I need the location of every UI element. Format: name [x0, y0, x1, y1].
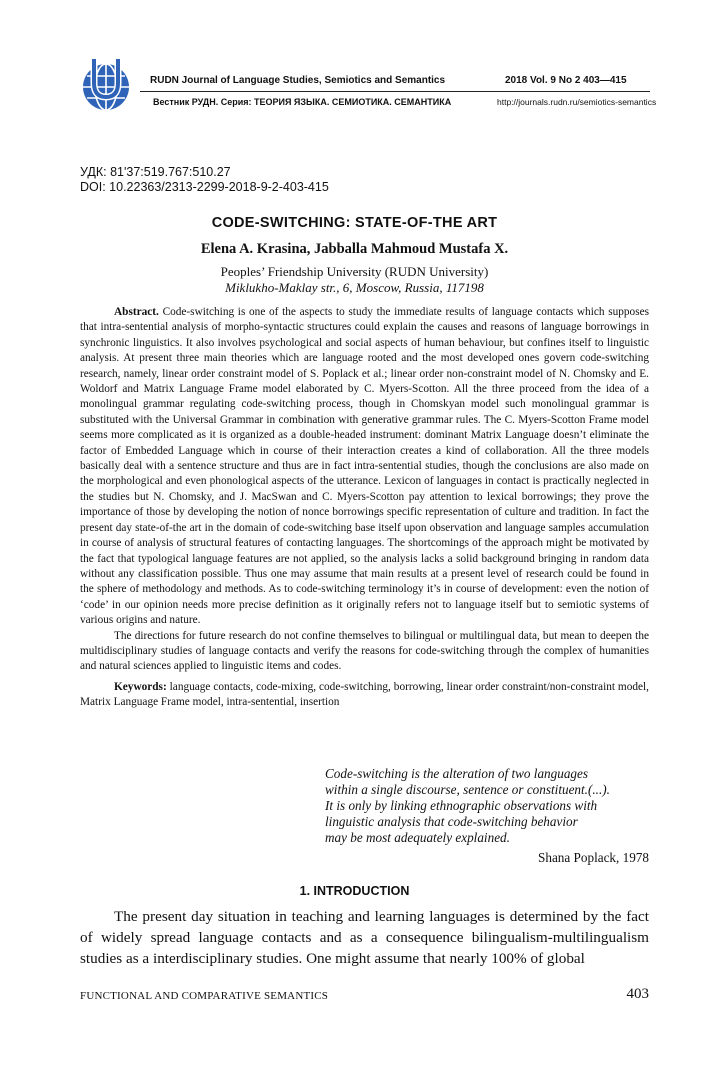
- journal-title-en: RUDN Journal of Language Studies, Semiotics and Semantics: [150, 75, 446, 86]
- author-affiliation: Peoples’ Friendship University (RUDN University): [220, 264, 489, 279]
- article-authors: Elena A. Krasina, Jabballa Mahmoud Mustafa X.: [200, 241, 509, 257]
- doi[interactable]: DOI: 10.22363/2313-2299-2018-9-2-403-415: [80, 180, 329, 194]
- udk-code: УДК: 81'37:519.767:510.27: [80, 165, 231, 179]
- epigraph-author: Shana Poplack, 1978: [538, 850, 649, 865]
- abstract: [80, 305, 649, 711]
- section-heading: 1. INTRODUCTION: [299, 884, 410, 898]
- epigraph-line: linguistic analysis that code-switching behavior: [325, 814, 578, 829]
- abstract-label: Abstract.: [114, 306, 159, 318]
- epigraph-line: It is only by linking ethnographic observations with: [325, 798, 598, 813]
- journal-url[interactable]: http://journals.rudn.ru/semiotics-semantics: [497, 97, 657, 107]
- keywords-label: Keywords:: [114, 680, 167, 693]
- abstract-paragraph-2: The directions for future research do not confine themselves to bilingual or multilingual data, but mean to deepen the multidisciplinary studies of language contacts and verify the reasons for code-switching through the complex of humanities and natural sciences applied to linguistic items and codes.: [80, 629, 649, 673]
- body-text: [80, 906, 649, 969]
- abstract-paragraph: [80, 305, 649, 629]
- journal-title-ru: Вестник РУДН. Серия: ТЕОРИЯ ЯЗЫКА. СЕМИОТИКА. СЕМАНТИКА: [153, 97, 452, 107]
- page-number: 403: [626, 986, 649, 1002]
- author-address: Miklukho-Maklay str., 6, Moscow, Russia, 117198: [225, 280, 484, 295]
- footer-section-name: FUNCTIONAL AND COMPARATIVE SEMANTICS: [80, 990, 329, 1002]
- journal-issue: 2018 Vol. 9 No 2 403—415: [505, 75, 627, 86]
- body-paragraph: The present day situation in teaching and learning languages is determined by the fact of widely spread language contacts and as a consequence bilingualism-multilingualism studies as a interdisciplinary studies. One might assume that nearly 100% of global: [80, 908, 649, 967]
- article-title: CODE-SWITCHING: STATE-OF-THE ART: [211, 215, 498, 231]
- rudn-logo-icon: [80, 57, 132, 113]
- epigraph-quote: [325, 766, 649, 846]
- epigraph-line: Code-switching is the alteration of two languages: [325, 766, 589, 781]
- epigraph-line: may be most adequately explained.: [325, 830, 510, 845]
- epigraph-line: within a single discourse, sentence or constituent.(...).: [325, 782, 610, 797]
- header-divider: [140, 91, 650, 92]
- keywords-text: language contacts, code-mixing, code-switching, borrowing, linear order constraint/non-constraint model, Matrix Language Frame model, intra-sentential, insertion: [80, 680, 649, 709]
- abstract-text: Code-switching is one of the aspects to study the immediate results of language contacts which supposes that intra-sentential analysis of morpho-syntactic structures could explain the causes and reasons of language borrowings in synchronic linguistics. It also involves psychological and social aspects of human behaviour, but confines itself to linguistic analysis. At present three main theories which are language rooted and the most developed ones govern code-switching research, namely, linear order constraint model of S. Poplack et al.; linear order non-constraint model of N. Chomsky and E. Woldorf and Matrix Language Frame model elaborated by C. Myers-Scotton. All the three proceed from the idea of a monolingual grammar regulating code-switching process, though in Chomskyan model such monolingual grammar is substituted with the Universal Grammar in combination with generative grammar rules. The C. Myers-Scotton Frame model seems more complicated as it is organized as a double-headed instrument: dominant Matrix Language doesn’t eliminate the factor of Embedded Language which in course of their interaction creates a kind of collaboration. All the three models basically deal with a sentence structure and thus are in fact intra-sentential studies, though the conclusions are also made on the morphological and even phonological aspects of the utterance. Lexicon of languages in contact is practically neglected in the studies but N. Chomsky, and J. MacSwan and C. Myers-Scotton pay attention to lexical borrowings; they prove the importance of those by developing the notion of nonce borrowings specific representation of culture and tradition. In fact the present day state-of-the art in the domain of code-switching base itself upon observation and language samples accumulation in course of analysis of structural features of contacting languages. The shortcomings of the approach might be motivated by the fact that typological language features are not applied, so the analysis lacks a solid background bringing in random data without any classification possible. Thus one may assume that main results at a present level of research could be found in the sphere of methodology and methods. As to code-switching terminology it’s in course of development: even the notion of ‘code’ in our opinion needs more precise definition as it originally refers not to language itself but to semiotic systems of various origins and nature.: [80, 306, 649, 627]
- keywords: [80, 680, 649, 711]
